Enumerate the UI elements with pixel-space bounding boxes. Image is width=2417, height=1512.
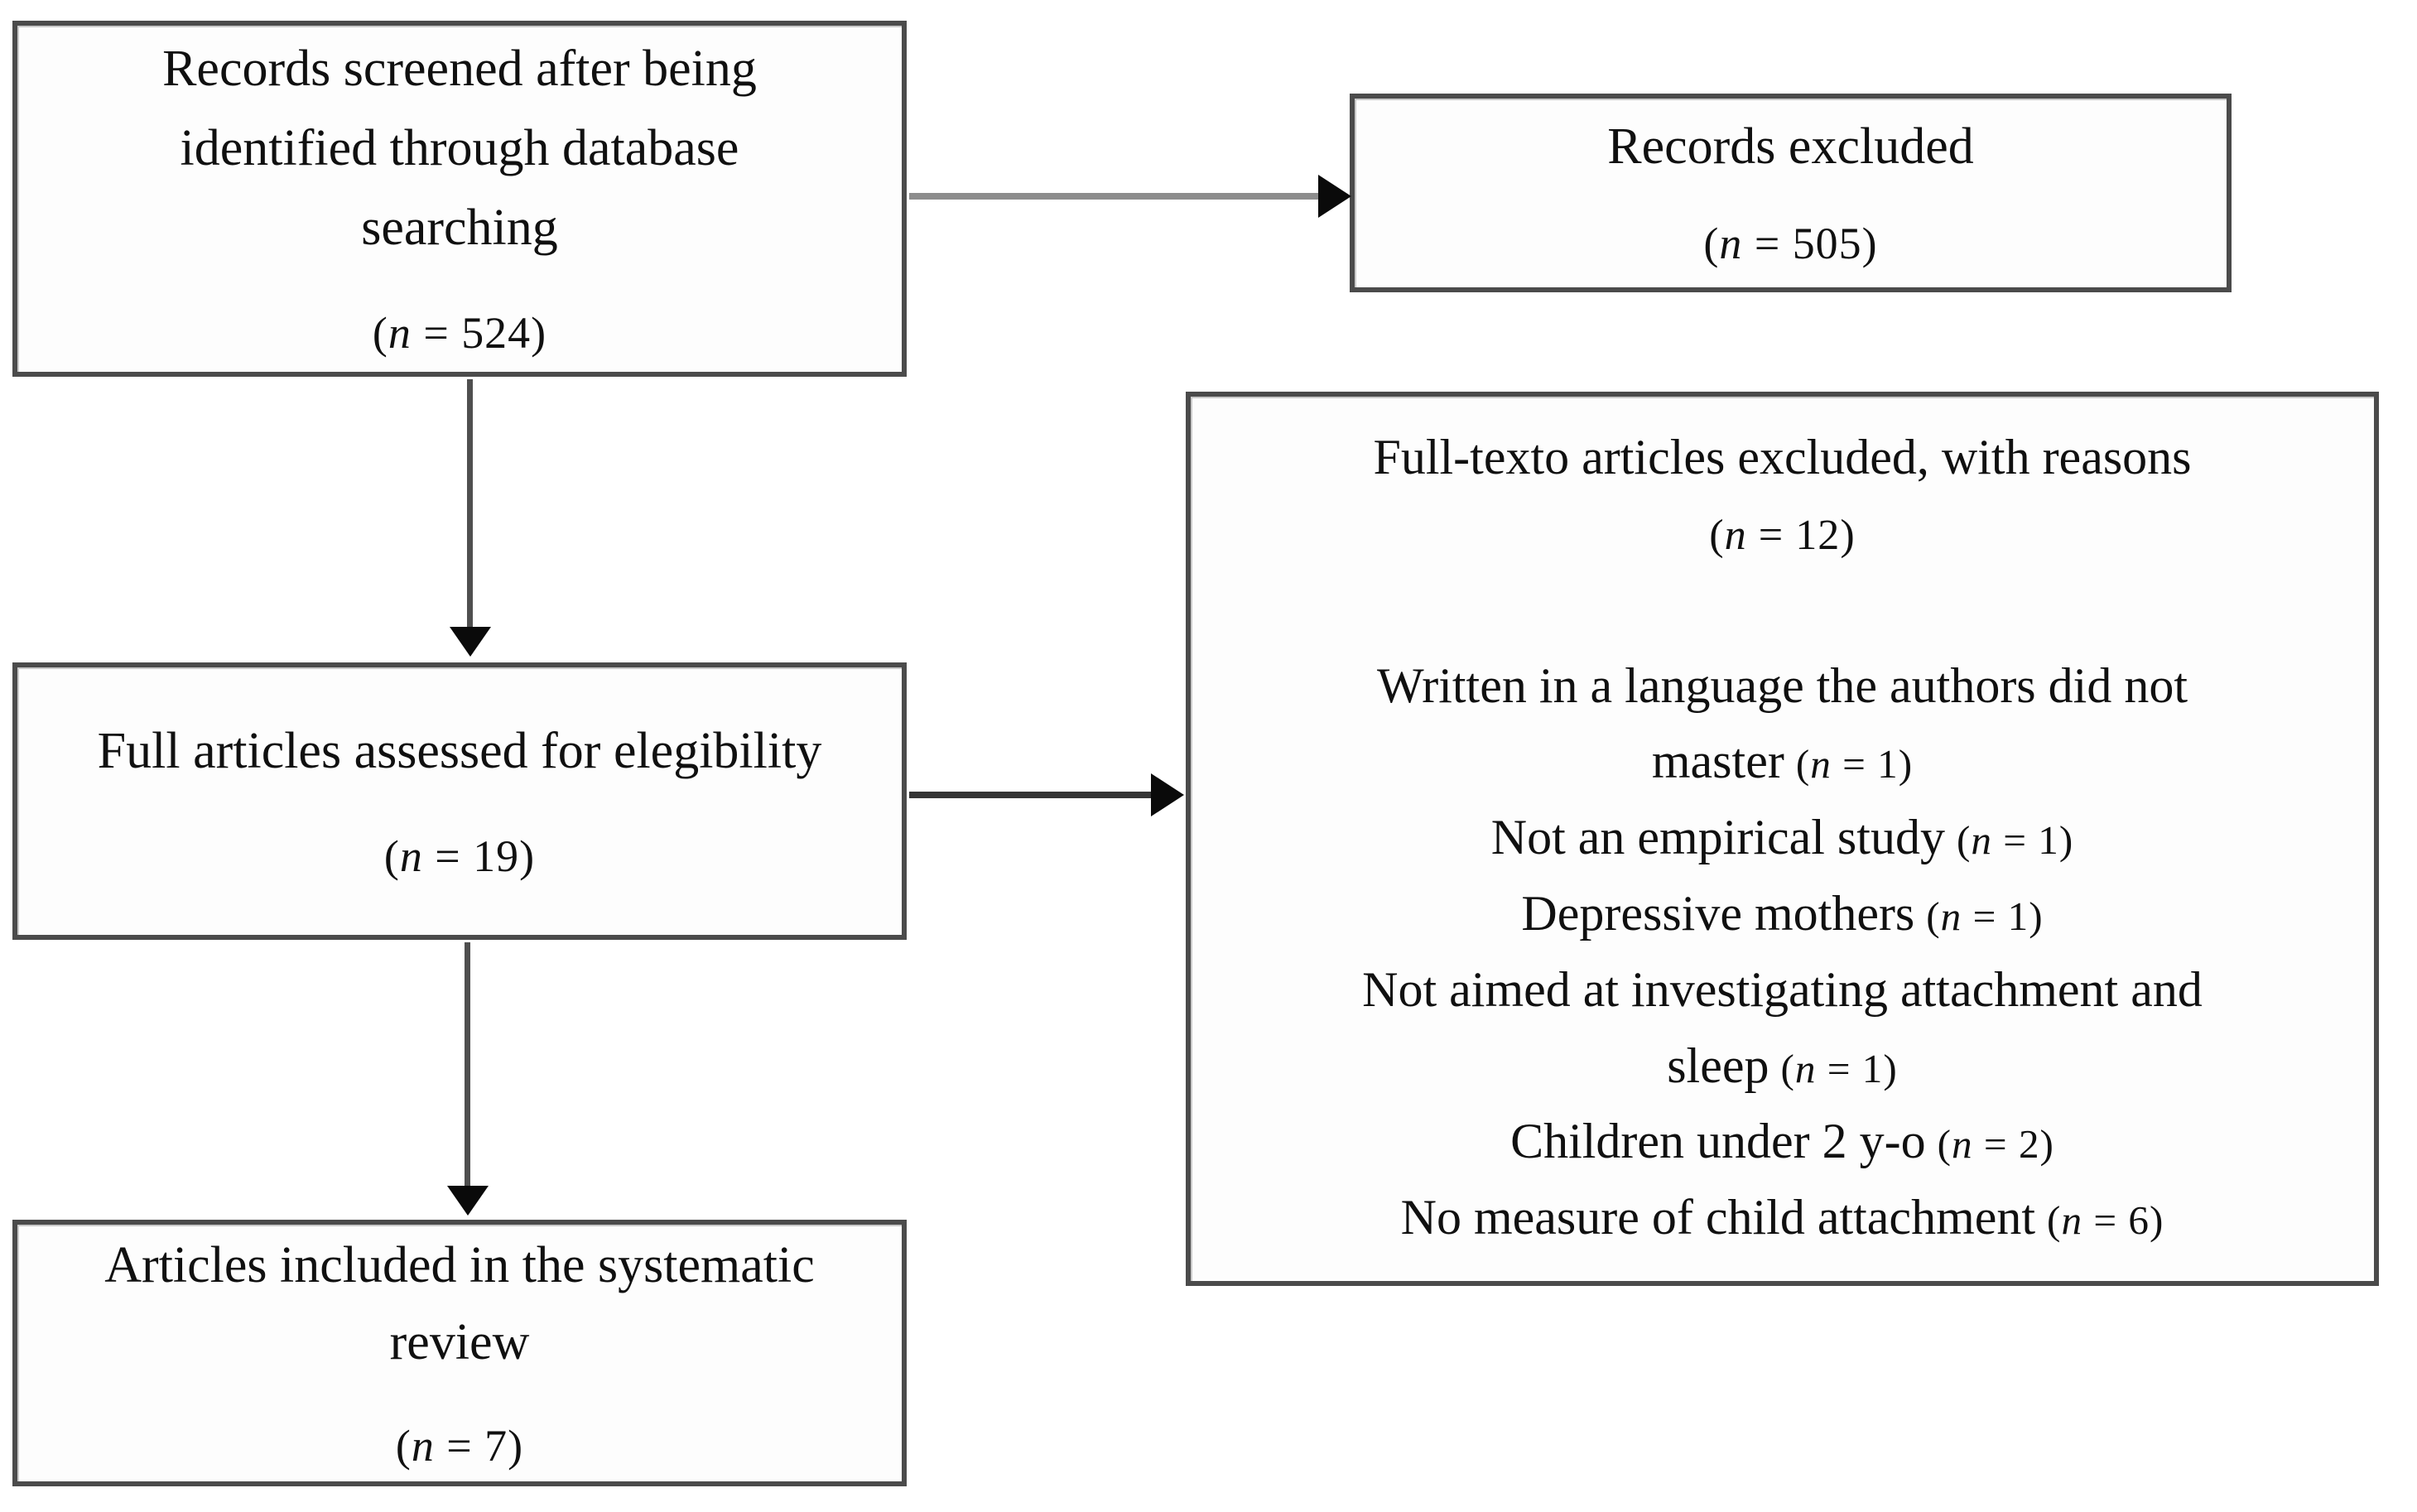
records-excluded-count: (n = 505)	[1703, 219, 1878, 269]
box-fulltext-excluded	[1186, 392, 2379, 1286]
exclusion-reason-list	[1286, 648, 2279, 1256]
articles-included-count: (n = 7)	[395, 1420, 524, 1471]
records-excluded-label: Records excluded	[1607, 118, 1974, 176]
exclusion-reason	[1286, 800, 2279, 876]
exclusion-reason-count: (n = 1)	[1795, 741, 1914, 787]
arrow-screened-to-excluded-head	[1318, 175, 1351, 218]
arrow-assessed-to-fulltext-head	[1151, 773, 1184, 816]
exclusion-reason	[1286, 648, 2279, 801]
arrow-screened-to-assessed-head	[450, 627, 491, 657]
fulltext-excluded-count: (n = 12)	[1709, 510, 1856, 559]
exclusion-reason-count: (n = 2)	[1937, 1121, 2054, 1168]
exclusion-reason-count: (n = 1)	[1780, 1045, 1898, 1091]
arrow-assessed-to-included-head	[447, 1186, 489, 1216]
exclusion-reason-count: (n = 1)	[1926, 893, 2044, 940]
exclusion-reason-text: Depressive mothers	[1521, 886, 1915, 941]
exclusion-reason-text: Children under 2 y-o	[1510, 1114, 1926, 1169]
records-screened-count: (n = 524)	[372, 308, 547, 359]
exclusion-reason-text: Not aimed at investigating attachment and sleep	[1362, 961, 2203, 1093]
articles-assessed-count: (n = 19)	[383, 831, 536, 881]
arrow-screened-to-excluded-line	[909, 193, 1323, 200]
records-screened-label: Records screened after being identified through database searching	[162, 41, 757, 257]
arrow-assessed-to-fulltext-line	[909, 792, 1156, 798]
exclusion-reason	[1286, 952, 2279, 1105]
exclusion-reason-text: Written in a language the authors did not master	[1377, 657, 2188, 789]
exclusion-reason	[1286, 876, 2279, 952]
box-records-excluded	[1350, 94, 2232, 292]
arrow-assessed-to-included-line	[465, 942, 470, 1191]
exclusion-reason-count: (n = 1)	[1956, 817, 2074, 864]
box-records-screened	[12, 21, 907, 377]
box-articles-included	[12, 1220, 907, 1486]
articles-included-label: Articles included in the systematic review	[104, 1236, 815, 1370]
exclusion-reason	[1286, 1104, 2279, 1180]
exclusion-reason	[1286, 1180, 2279, 1256]
box-articles-assessed	[12, 662, 907, 940]
exclusion-reason-text: No measure of child attachment	[1400, 1190, 2036, 1245]
articles-assessed-label: Full articles assessed for elegibility	[97, 722, 822, 779]
exclusion-reason-count: (n = 6)	[2047, 1197, 2164, 1244]
exclusion-reason-text: Not an empirical study	[1490, 810, 1945, 865]
fulltext-excluded-label: Full-texto articles excluded, with reasons	[1373, 430, 2192, 484]
arrow-screened-to-assessed-line	[467, 379, 473, 632]
